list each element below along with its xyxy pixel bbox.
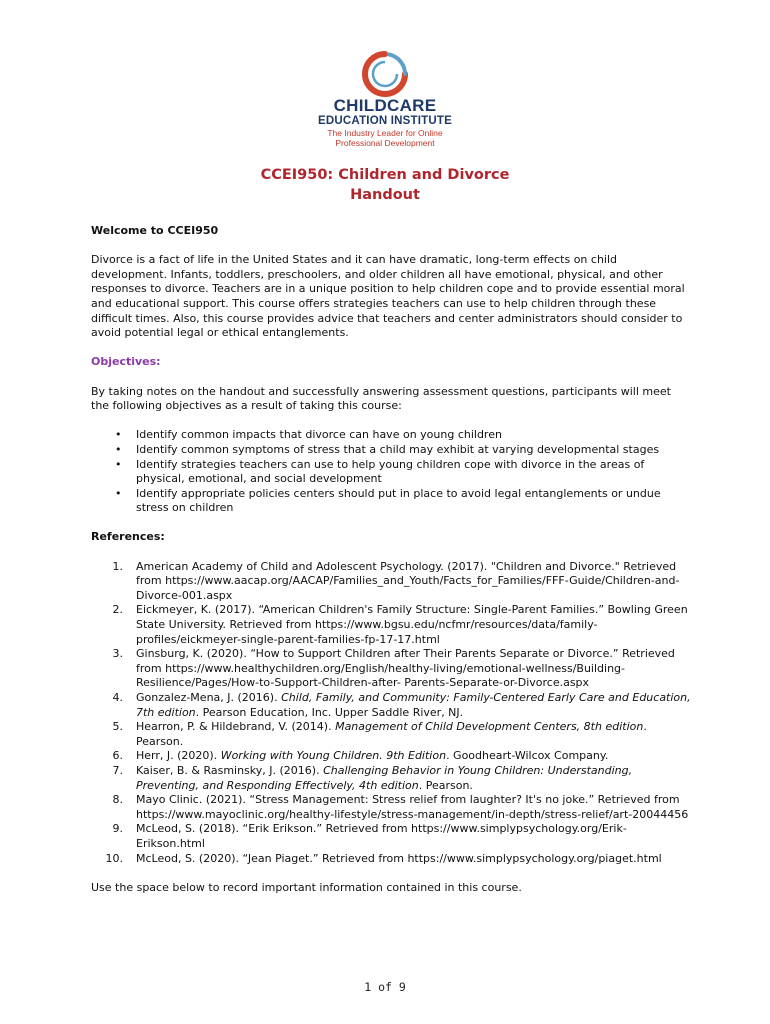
document-title <box>100 165 670 205</box>
reference-text: McLeod, S. (2018). “Erik Erikson.” Retrieved from https://www.simplypsychology.org/Erik-Erikson.html <box>136 822 627 850</box>
title-line2: Handout <box>350 187 420 203</box>
reference-text: Gonzalez-Mena, J. (2016). <box>136 691 282 704</box>
reference-number: 3. <box>112 647 123 661</box>
reference-number: 2. <box>112 603 123 617</box>
page-number: 1 of 9 <box>364 980 406 994</box>
logo-tagline <box>300 129 470 148</box>
reference-text: Ginsburg, K. (2020). “How to Support Children after Their Parents Separate or Divorce.” Retrieved from https://www.healthychildren.org/English/healthy-living/emotional-wellness/Building-Resilience/Pages/How-to-Support-Children-after- Parents-Separate-or-Divorce.aspx <box>136 647 675 690</box>
closing-note: Use the space below to record important information contained in this course. <box>91 880 522 894</box>
reference-item <box>91 793 691 822</box>
reference-number: 7. <box>112 763 123 777</box>
reference-number: 8. <box>112 793 123 807</box>
objective-item: • Identify common impacts that divorce can have on young children <box>91 428 691 443</box>
reference-text-end: . Pearson. <box>418 778 473 792</box>
reference-number: 5. <box>112 720 123 734</box>
logo-name-line1: CHILDCARE <box>333 96 437 115</box>
objectives-list <box>91 428 691 516</box>
welcome-paragraph: Divorce is a fact of life in the United States and it can have dramatic, long-term effects on child development. Infants, toddlers, preschoolers, and older children all have emotional, physical, and other responses to divorce. Teachers are in a unique position to help children cope and to provide essential moral and educational support. This course offers strategies teachers can use to help children through these difficult times. Also, this course provides advice that teachers and center administrators should consider to avoid potential legal or ethical entanglements. <box>91 253 685 340</box>
ring-logo-icon <box>355 50 415 98</box>
logo-name-line2: EDUCATION INSTITUTE <box>318 115 452 127</box>
reference-item <box>91 764 691 793</box>
reference-item <box>91 720 691 749</box>
reference-text: Mayo Clinic. (2021). “Stress Management: Stress relief from laughter? It's no joke.” Retrieved from https://www.mayoclinic.org/healthy-lifestyle/stress-management/in-depth/stress-relief/art-20044456 <box>136 793 689 821</box>
reference-italic: Child, Family, and Community: Family-Centered Early Care and Education, 7th edition <box>136 691 691 719</box>
reference-text: Herr, J. (2020). <box>136 749 221 763</box>
title-line1: CCEI950: Children and Divorce <box>260 167 510 183</box>
reference-item <box>91 603 691 647</box>
reference-text-end: . Pearson Education, Inc. Upper Saddle River, NJ. <box>195 705 464 719</box>
reference-italic: Working with Young Children. 9th Edition <box>220 749 447 763</box>
reference-item <box>91 691 691 720</box>
objectives-heading: Objectives: <box>91 355 161 369</box>
reference-number: 9. <box>112 822 123 836</box>
logo-tagline-line2: Professional Development <box>335 137 435 148</box>
reference-text: Eickmeyer, K. (2017). “American Children's Family Structure: Single-Parent Families.” Bowling Green State University. Retrieved from https://www.bgsu.edu/ncfmr/resources/data/family-profiles/eickmeyer-single-parent-families-fp-17-17.html <box>136 603 688 646</box>
reference-text: American Academy of Child and Adolescent Psychology. (2017). "Children and Divorce." Retrieved from https://www.aacap.org/AACAP/Families_and_Youth/Facts_for_Families/FFF-Guide/Children-and-Divorce-001.aspx <box>136 559 680 602</box>
objective-item: • Identify common symptoms of stress that a child may exhibit at varying developmental stages <box>91 443 691 458</box>
reference-text: Hearron, P. & Hildebrand, V. (2014). <box>136 720 336 734</box>
objective-item: • Identify strategies teachers can use to help young children cope with divorce in the areas of physical, emotional, and social development <box>91 458 691 487</box>
reference-item <box>91 852 691 867</box>
reference-item <box>91 822 691 851</box>
reference-item <box>91 749 691 764</box>
references-list <box>91 560 691 866</box>
reference-italic: Management of Child Development Centers, 8th edition <box>335 720 644 734</box>
reference-italic: Challenging Behavior in Young Children: Understanding, Preventing, and Responding Effectively, 4th edition <box>136 763 633 792</box>
objectives-intro: By taking notes on the handout and successfully answering assessment questions, participants will meet the following objectives as a result of taking this course: <box>91 384 671 413</box>
reference-item <box>91 560 691 604</box>
reference-number: 4. <box>112 691 123 704</box>
objective-item: • Identify appropriate policies centers should put in place to avoid legal entanglements or undue stress on children <box>91 487 691 516</box>
reference-text: Kaiser, B. & Rasminsky, J. (2016). <box>136 763 324 777</box>
logo-tagline-line1: The Industry Leader for Online <box>327 128 443 138</box>
references-heading: References: <box>91 530 165 544</box>
reference-text-end: . Goodheart-Wilcox Company. <box>446 749 609 763</box>
reference-text: McLeod, S. (2020). “Jean Piaget.” Retrieved from https://www.simplypsychology.org/piaget.html <box>136 851 662 865</box>
reference-number: 1. <box>112 559 123 573</box>
logo-wordmark <box>300 97 470 128</box>
welcome-heading: Welcome to CCEI950 <box>91 224 219 237</box>
reference-number: 10. <box>105 851 123 865</box>
reference-number: 6. <box>112 749 123 763</box>
reference-text-end: . Pearson. <box>136 720 647 748</box>
reference-item <box>91 647 691 691</box>
document-body <box>91 224 691 895</box>
